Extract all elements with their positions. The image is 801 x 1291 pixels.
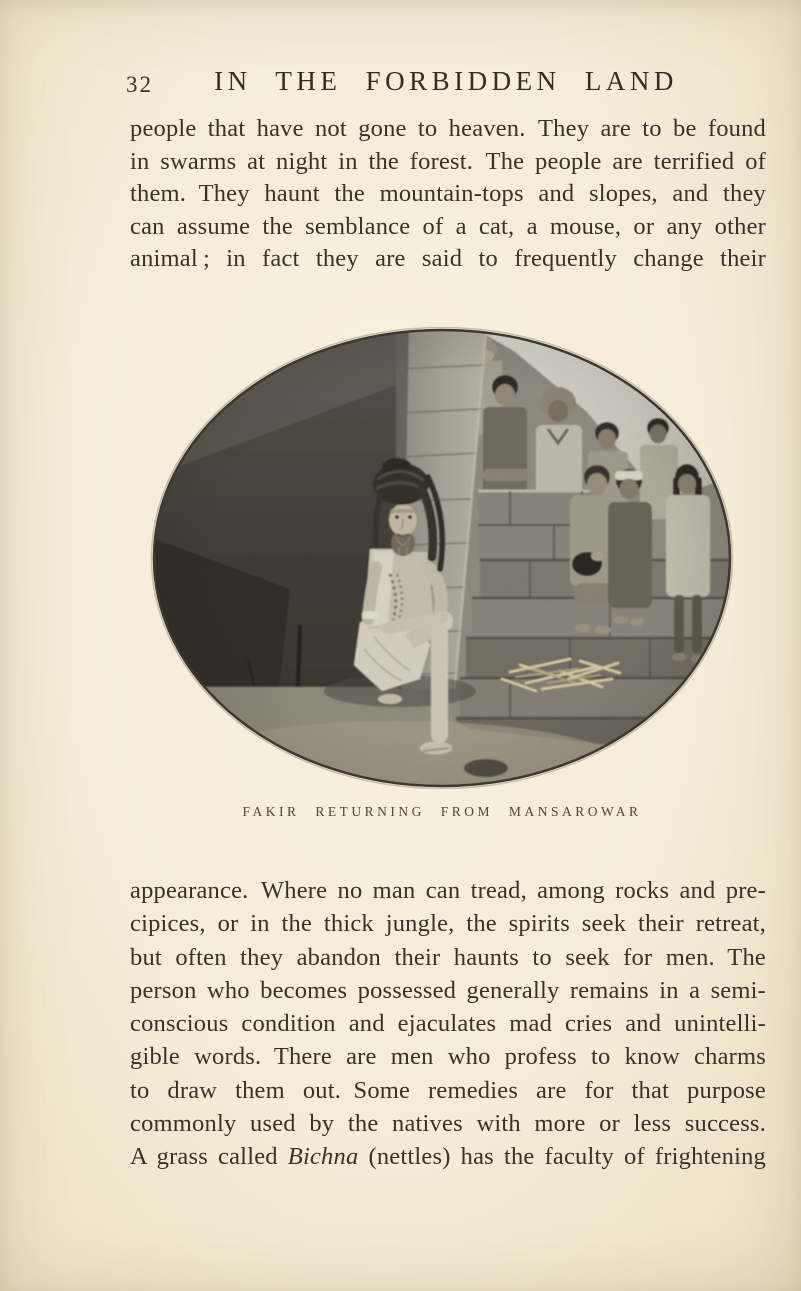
italic-term: Bichna xyxy=(287,1143,359,1171)
photo-figure xyxy=(150,327,734,820)
paragraph-bottom xyxy=(130,874,766,1174)
fakir-photo xyxy=(150,327,734,789)
text-line: cipices, or in the thick jungle, the spirits seek their retreat, xyxy=(130,910,766,938)
text-line: person who becomes possessed generally remains in a semi- xyxy=(130,976,766,1004)
text-line: gible words. There are men who profess to know charms xyxy=(130,1043,766,1071)
text-line: animal ; in fact they are said to frequently change their xyxy=(130,245,766,273)
text-line: commonly used by the natives with more or less success. xyxy=(130,1110,766,1138)
text-line: but often they abandon their haunts to seek for men. The xyxy=(130,943,766,971)
page-number: 32 xyxy=(126,72,153,97)
running-head xyxy=(126,64,766,100)
text-line: in swarms at night in the forest. The people are terrified of xyxy=(130,147,766,175)
text-line: conscious condition and ejaculates mad cries and unintelli- xyxy=(130,1010,766,1038)
text-line-with-italic xyxy=(130,1140,766,1173)
text-segment: A grass called xyxy=(130,1143,288,1171)
photo-caption: FAKIR RETURNING FROM MANSAROWAR xyxy=(242,804,642,819)
text-line: can assume the semblance of a cat, a mouse, or any other xyxy=(130,212,766,240)
text-segment: (nettles) has the faculty of frightening xyxy=(358,1143,766,1171)
text-line: to draw them out. Some remedies are for that purpose xyxy=(130,1076,766,1104)
text-line: appearance. Where no man can tread, among rocks and pre- xyxy=(130,877,766,904)
running-title: IN THE FORBIDDEN LAND xyxy=(214,66,678,96)
text-line: people that have not gone to heaven. They are to be found xyxy=(130,115,766,142)
paragraph-top xyxy=(130,113,766,276)
text-line: them. They haunt the mountain-tops and slopes, and they xyxy=(130,180,766,208)
